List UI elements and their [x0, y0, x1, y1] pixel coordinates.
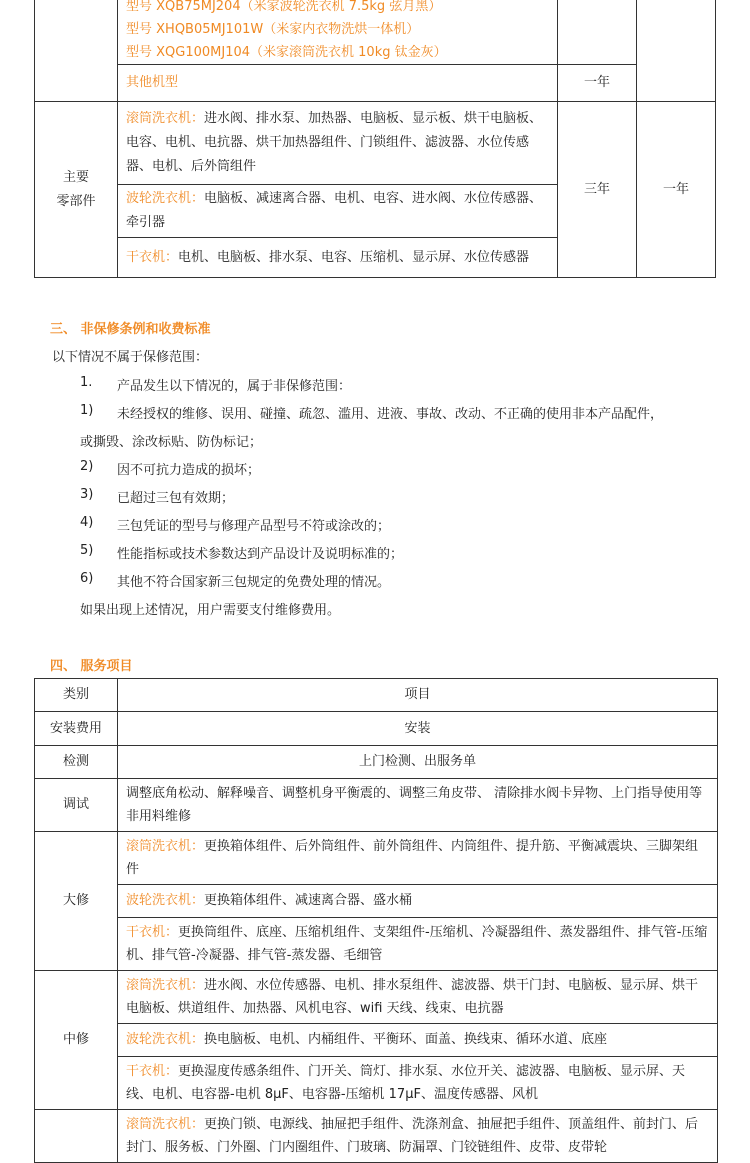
major-drum-label: 滚筒洗衣机：: [126, 839, 205, 854]
model-years-cell: [558, 0, 637, 65]
major-pulsator-text: 更换箱体组件、减速离合器、盛水桶: [204, 893, 413, 908]
item-text-4: 已超过三包有效期；: [117, 491, 235, 506]
drum-parts-cell: [118, 102, 558, 185]
major-pulsator-label: 波轮洗衣机：: [126, 893, 205, 908]
medium-dryer-cell: [118, 1057, 718, 1110]
medium-dryer-label: 干衣机：: [126, 1064, 179, 1079]
warranty-table: [34, 0, 716, 278]
item-num-3: 2): [80, 459, 94, 474]
major-pulsator-cell: [118, 885, 718, 918]
drum-parts-text: 进水阀、排水泵、加热器、电脑板、显示板、烘干电脑板、电容、电机、电抗器、烘干加热器组件、门锁组件、滤波器、水位传感器、电机、后外筒组件: [126, 111, 543, 174]
major-repair-label: 大修: [35, 832, 118, 971]
debug-value: 调整底角松动、解释噪音、调整机身平衡震的、调整三角皮带、 清除排水阀卡异物、上门指导使用等非用料维修: [118, 779, 718, 832]
medium-pulsator-label: 波轮洗衣机：: [126, 1032, 205, 1047]
medium-pulsator-cell: [118, 1024, 718, 1057]
drum-label: 滚筒洗衣机：: [126, 111, 205, 126]
pulsator-parts-text: 电脑板、减速离合器、电机、电容、进水阀、水位传感器、牵引器: [126, 191, 543, 230]
dryer-label: 干衣机：: [126, 249, 179, 265]
item-num-2: 1): [80, 403, 94, 418]
medium-drum-text: 进水阀、水位传感器、电机、排水泵组件、滤波器、烘干门封、电脑板、显示屏、烘干电脑板、烘道组件、加热器、风机电容、wifi 天线、线束、电抗器: [126, 978, 699, 1016]
model-line-1: 型号 XQB75MJ204（米家波轮洗衣机 7.5kg 弦月黑）: [126, 0, 442, 14]
header-item: 项目: [118, 679, 718, 712]
header-category: 类别: [35, 679, 118, 712]
install-value: 安装: [118, 712, 718, 746]
inspect-value: 上门检测、出服务单: [118, 746, 718, 779]
section4-title: 四、 服务项目: [50, 659, 133, 674]
service-table: [34, 678, 718, 1163]
other-models-label: 其他机型: [118, 65, 558, 102]
item-text-5: 三包凭证的型号与修理产品型号不符或涂改的；: [117, 519, 391, 534]
model-list-cell: [118, 0, 558, 65]
model-line-3: 型号 XQG100MJ104（米家滚筒洗衣机 10kg 钛金灰）: [126, 45, 447, 60]
major-drum-text: 更换箱体组件、后外筒组件、前外筒组件、内筒组件、提升筋、平衡减震块、三脚架组件: [126, 839, 699, 877]
minor-repair-label: [35, 1110, 118, 1163]
major-dryer-label: 干衣机：: [126, 925, 179, 940]
major-dryer-cell: [118, 918, 718, 971]
item-num-5: 4): [80, 515, 94, 530]
pulsator-parts-cell: [118, 185, 558, 238]
medium-dryer-text: 更换湿度传感条组件、门开关、筒灯、排水泵、水位开关、滤波器、电脑板、显示屏、天线、电机、电容器-电机 8μF、电容器-压缩机 17μF、温度传感器、风机: [126, 1064, 686, 1102]
section3-closing: 如果出现上述情况，用户需要支付维修费用。: [80, 603, 341, 618]
item-text-2: 未经授权的维修、误用、碰撞、疏忽、滥用、进液、事故、改动、不正确的使用非本产品配件，: [117, 407, 664, 422]
debug-label: 调试: [35, 779, 118, 832]
item-num-7: 6): [80, 571, 94, 586]
minor-drum-label: 滚筒洗衣机：: [126, 1117, 205, 1132]
medium-drum-cell: [118, 971, 718, 1024]
medium-drum-label: 滚筒洗衣机：: [126, 978, 205, 993]
item-text-3: 因不可抗力造成的损坏；: [117, 463, 261, 478]
item-num-6: 5): [80, 543, 94, 558]
item-text-7: 其他不符合国家新三包规定的免费处理的情况。: [117, 575, 391, 590]
minor-drum-cell: [118, 1110, 718, 1163]
section3-title: 三、 非保修条例和收费标准: [50, 322, 211, 337]
medium-repair-label: 中修: [35, 971, 118, 1110]
model-years2-cell: [637, 0, 716, 102]
minor-drum-text: 更换门锁、电源线、抽屉把手组件、洗涤剂盒、抽屉把手组件、顶盖组件、前封门、后封门、服务板、门外圈、门内圈组件、门玻璃、防漏罩、门铰链组件、皮带、皮带轮: [126, 1117, 699, 1155]
warranty-category-cell: [35, 0, 118, 102]
dryer-parts-text: 电机、电脑板、排水泵、电容、压缩机、显示屏、水位传感器: [178, 249, 530, 265]
parts-years-cell: 三年: [558, 102, 637, 278]
item-text-1: 产品发生以下情况的，属于非保修范围：: [117, 379, 352, 394]
parts-years2-cell: 一年: [637, 102, 716, 278]
inspect-label: 检测: [35, 746, 118, 779]
model-line-2: 型号 XHQB05MJ101W（米家内衣物洗烘一体机）: [126, 22, 420, 37]
other-models-years: 一年: [558, 65, 637, 102]
item-text-6: 性能指标或技术参数达到产品设计及说明标准的；: [117, 547, 404, 562]
section3-intro: 以下情况不属于保修范围：: [52, 350, 209, 365]
main-parts-label: 主要 零部件: [35, 102, 118, 278]
item-num-1: 1.: [80, 375, 93, 390]
major-drum-cell: [118, 832, 718, 885]
dryer-parts-cell: [118, 238, 558, 278]
item-text-2b: 或撕毁、涂改标贴、防伪标记；: [80, 435, 263, 450]
item-num-4: 3): [80, 487, 94, 502]
major-dryer-text: 更换筒组件、底座、压缩机组件、支架组件-压缩机、冷凝器组件、蒸发器组件、排气管-压缩机、排气管-冷凝器、排气管-蒸发器、毛细管: [126, 925, 708, 963]
pulsator-label: 波轮洗衣机：: [126, 191, 205, 206]
medium-pulsator-text: 换电脑板、电机、内桶组件、平衡环、面盖、换线束、循环水道、底座: [204, 1032, 608, 1047]
install-label: 安装费用: [35, 712, 118, 746]
